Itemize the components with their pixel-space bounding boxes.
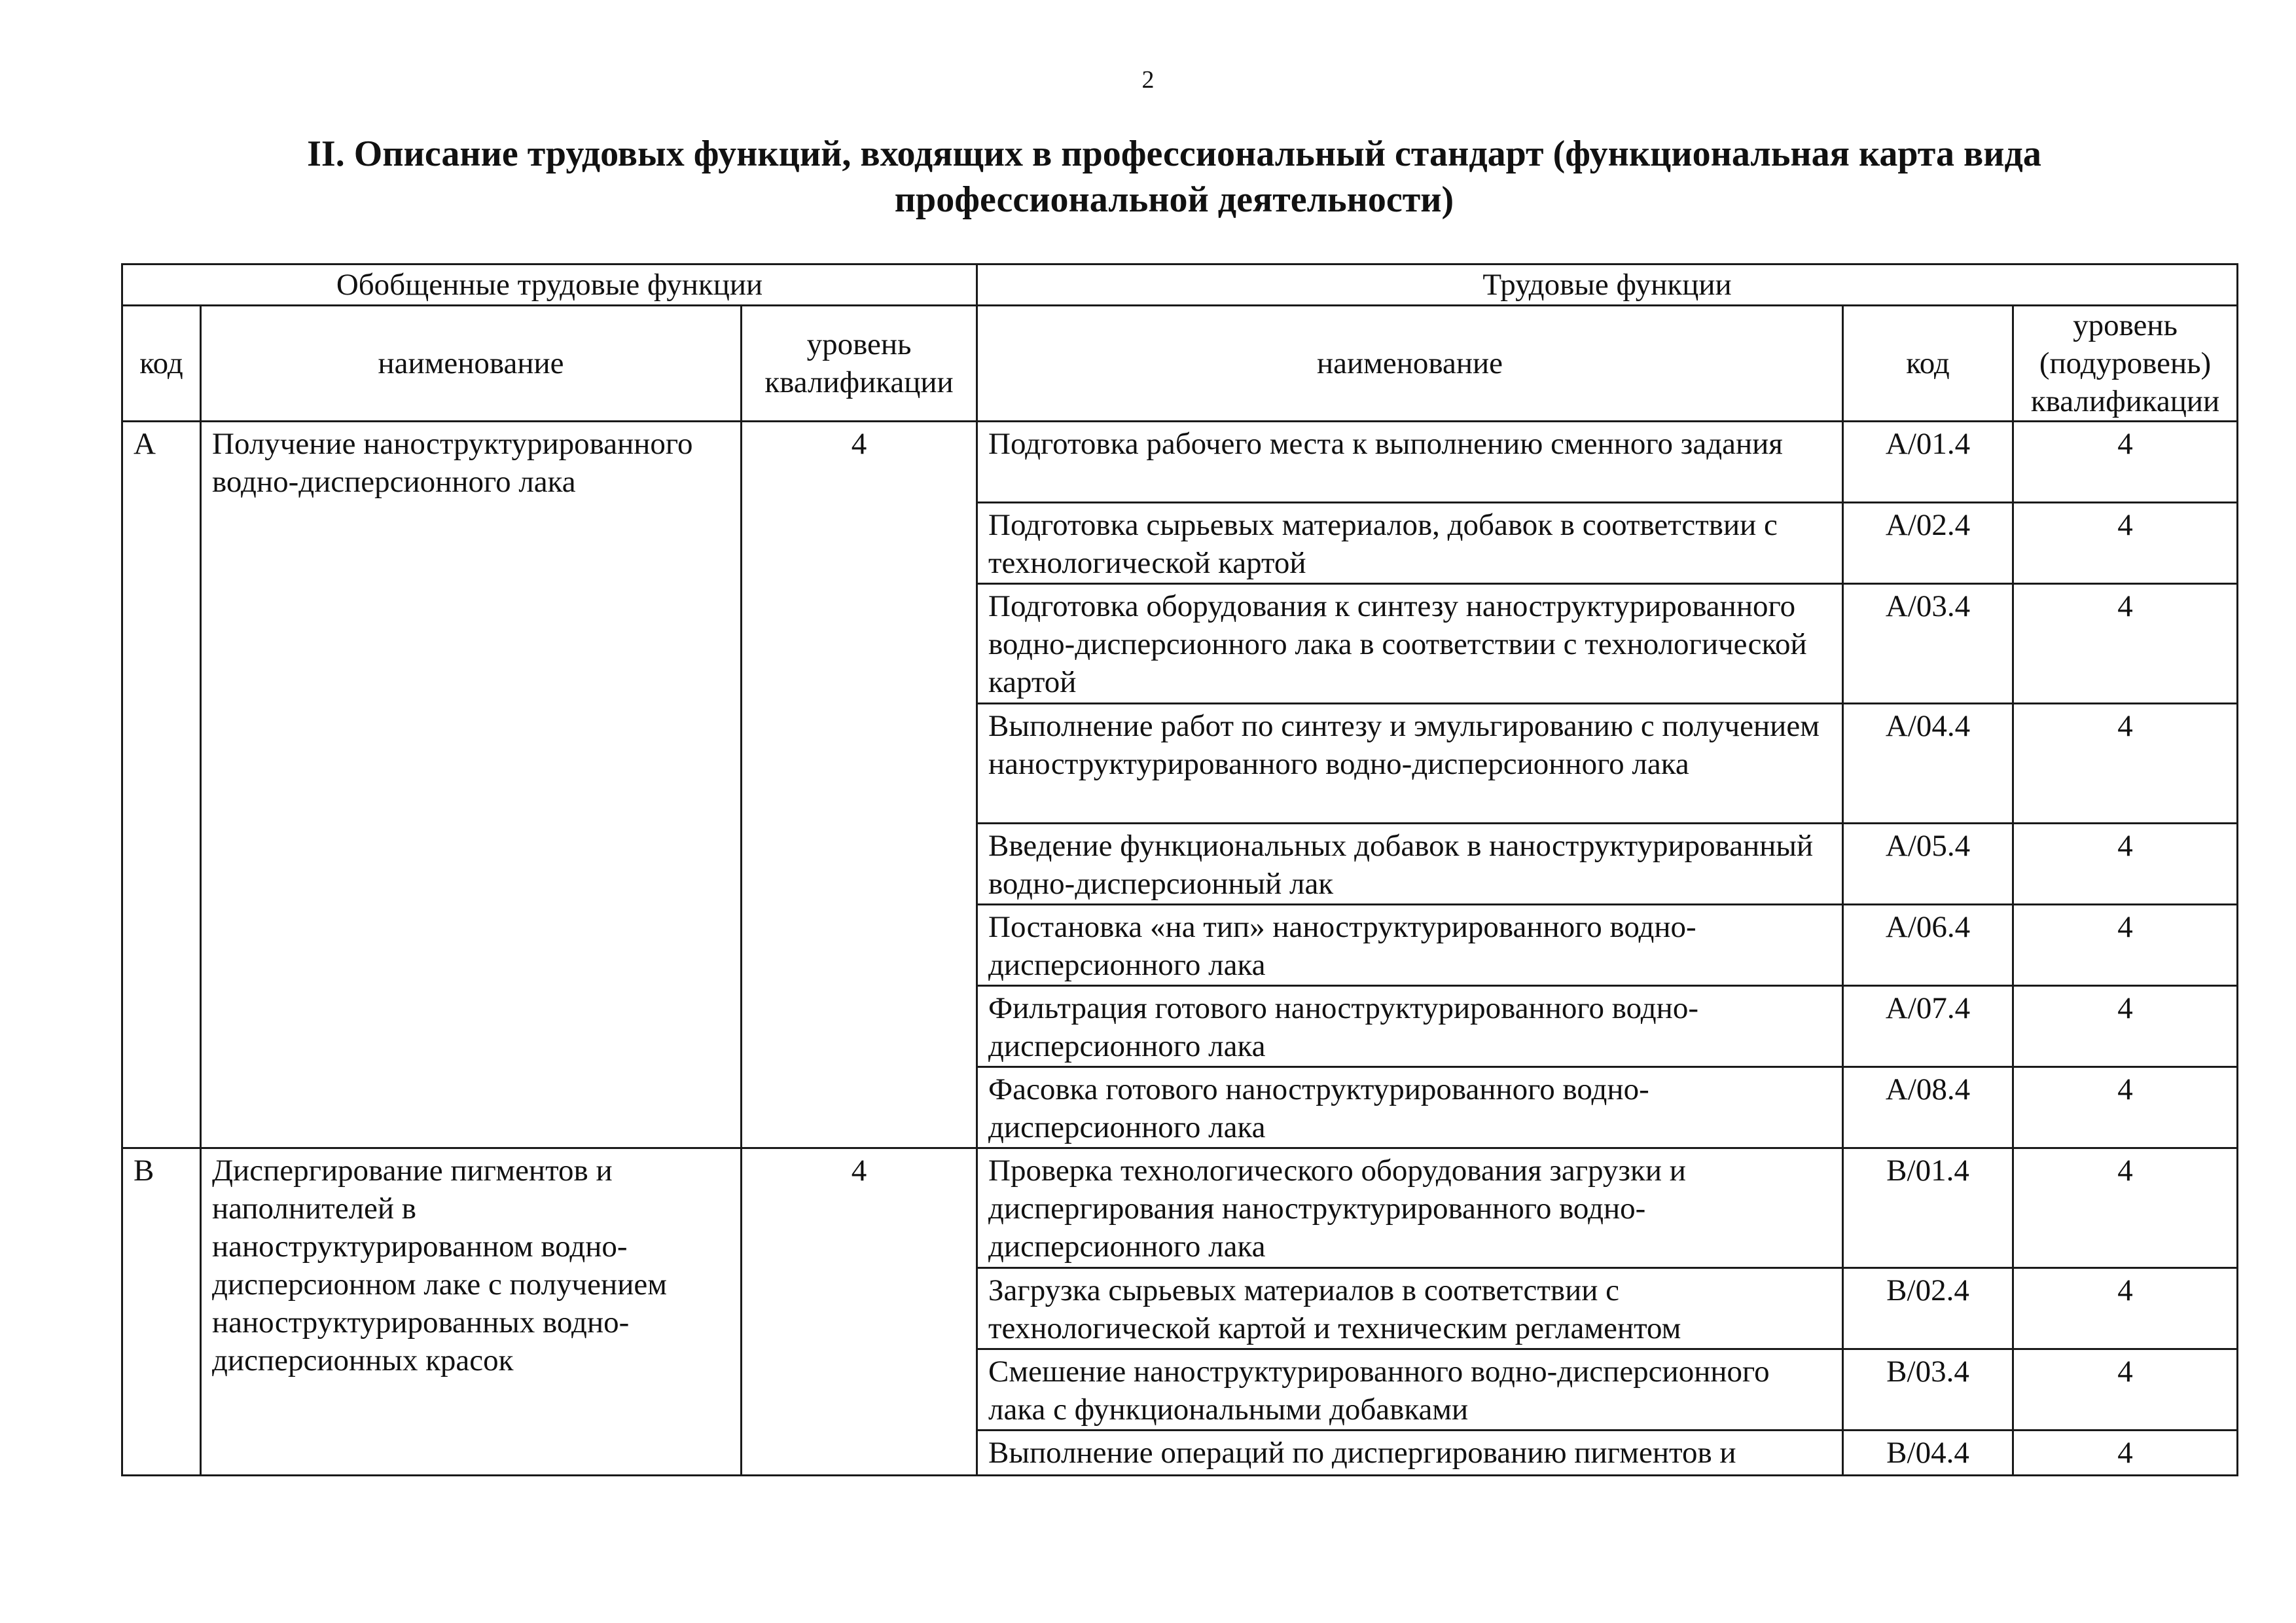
- group-name: Диспергирование пигментов и наполнителей в наноструктурированном водно-дисперсионном лаке с получением наноструктурированных водно-дисперсионных красок: [201, 1148, 742, 1476]
- generalized-functions-header: Обобщенные трудовые функции: [122, 264, 977, 306]
- function-name: Выполнение работ по синтезу и эмульгированию с получением наноструктурированного водно-дисперсионного лака: [977, 704, 1843, 824]
- function-name: Смешение наноструктурированного водно-дисперсионного лака с функциональными добавками: [977, 1349, 1843, 1431]
- section-heading: [196, 131, 2152, 223]
- function-level: 4: [2013, 1067, 2238, 1148]
- function-level: 4: [2013, 422, 2238, 503]
- function-code: A/02.4: [1843, 503, 2013, 584]
- function-code: A/08.4: [1843, 1067, 2013, 1148]
- group-name: Получение наноструктурированного водно-дисперсионного лака: [201, 422, 742, 1148]
- function-name: Фильтрация готового наноструктурированного водно-дисперсионного лака: [977, 986, 1843, 1067]
- function-name: Подготовка сырьевых материалов, добавок в соответствии с технологической картой: [977, 503, 1843, 584]
- group-level: 4: [742, 1148, 977, 1476]
- group-code: A: [122, 422, 201, 1148]
- function-name: Проверка технологического оборудования загрузки и диспергирования наноструктурированного водно-дисперсионного лака: [977, 1148, 1843, 1268]
- group-code: B: [122, 1148, 201, 1476]
- function-code: A/06.4: [1843, 905, 2013, 986]
- group-header-row: [122, 264, 2238, 306]
- function-level: 4: [2013, 1349, 2238, 1431]
- function-name: Выполнение операций по диспергированию пигментов и: [977, 1431, 1843, 1476]
- function-name: Подготовка рабочего места к выполнению сменного задания: [977, 422, 1843, 503]
- function-code: B/02.4: [1843, 1268, 2013, 1349]
- function-code: B/01.4: [1843, 1148, 2013, 1268]
- col-gen-name: наименование: [201, 306, 742, 422]
- function-code: A/04.4: [1843, 704, 2013, 824]
- function-level: 4: [2013, 824, 2238, 905]
- col-gen-code: код: [122, 306, 201, 422]
- col-gen-level: уровень квалификации: [742, 306, 977, 422]
- col-fn-name: наименование: [977, 306, 1843, 422]
- table-row: [122, 1148, 2238, 1268]
- function-level: 4: [2013, 503, 2238, 584]
- function-name: Подготовка оборудования к синтезу наноструктурированного водно-дисперсионного лака в соответствии с технологической картой: [977, 584, 1843, 704]
- section-heading-line-1: II. Описание трудовых функций, входящих в профессиональный стандарт (функциональная карта вида: [307, 134, 2041, 174]
- column-header-row: [122, 306, 2238, 422]
- function-level: 4: [2013, 1431, 2238, 1476]
- function-level: 4: [2013, 1268, 2238, 1349]
- function-level: 4: [2013, 905, 2238, 986]
- function-name: Постановка «на тип» наноструктурированного водно-дисперсионного лака: [977, 905, 1843, 986]
- col-fn-code: код: [1843, 306, 2013, 422]
- group-level: 4: [742, 422, 977, 1148]
- function-code: A/03.4: [1843, 584, 2013, 704]
- section-heading-line-2: профессиональной деятельности): [894, 179, 1454, 220]
- function-name: Загрузка сырьевых материалов в соответствии с технологической картой и техническим регламентом: [977, 1268, 1843, 1349]
- page-number: 2: [1141, 66, 1155, 94]
- function-name: Введение функциональных добавок в наноструктурированный водно-дисперсионный лак: [977, 824, 1843, 905]
- function-level: 4: [2013, 1148, 2238, 1268]
- function-code: A/07.4: [1843, 986, 2013, 1067]
- table-row: [122, 422, 2238, 503]
- function-level: 4: [2013, 584, 2238, 704]
- functional-map-table: [121, 263, 2238, 1476]
- function-code: B/04.4: [1843, 1431, 2013, 1476]
- labor-functions-header: Трудовые функции: [977, 264, 2238, 306]
- function-code: B/03.4: [1843, 1349, 2013, 1431]
- function-code: A/05.4: [1843, 824, 2013, 905]
- col-fn-level: уровень (подуровень) квалификации: [2013, 306, 2238, 422]
- function-name: Фасовка готового наноструктурированного водно-дисперсионного лака: [977, 1067, 1843, 1148]
- function-level: 4: [2013, 704, 2238, 824]
- function-code: A/01.4: [1843, 422, 2013, 503]
- function-level: 4: [2013, 986, 2238, 1067]
